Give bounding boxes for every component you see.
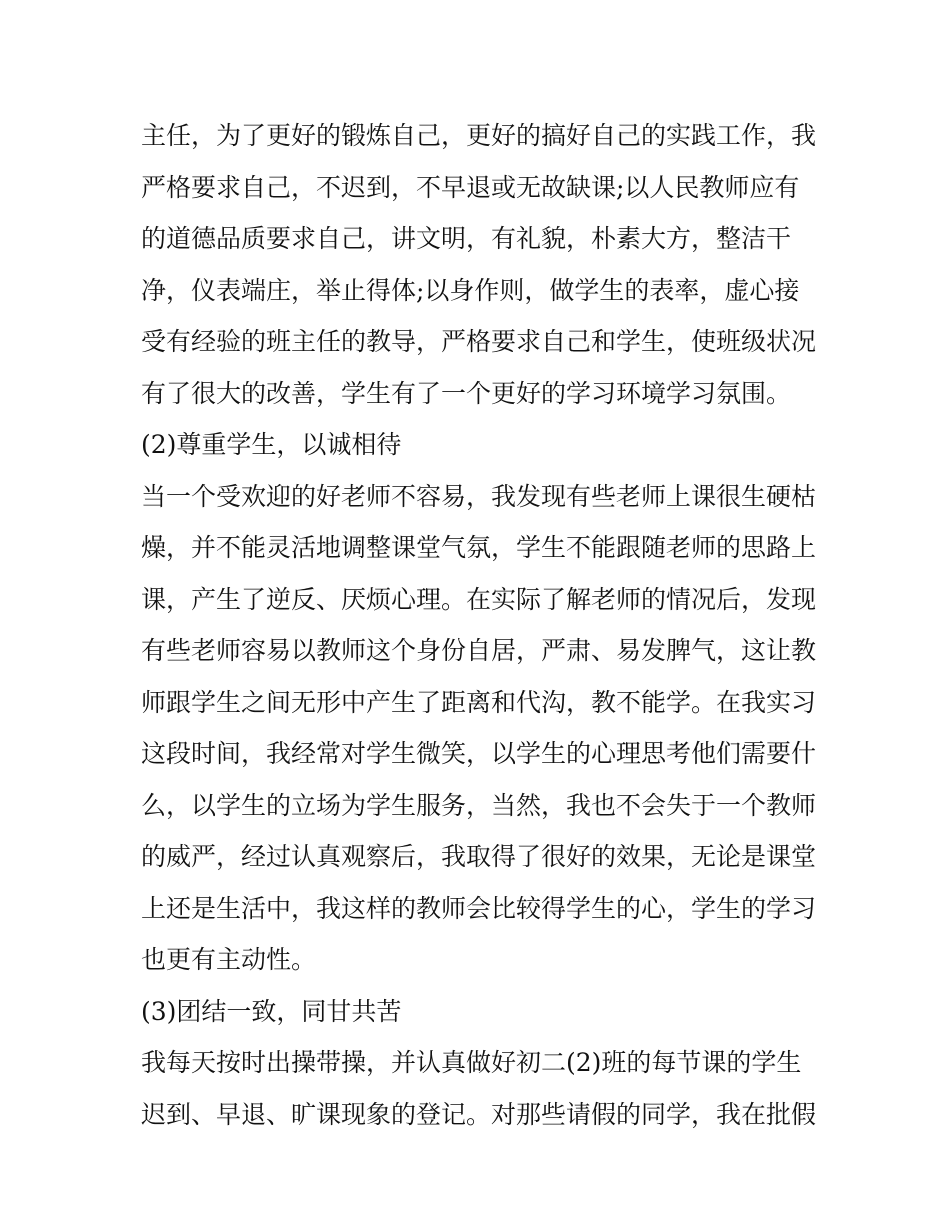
body-text xyxy=(141,110,821,1140)
text-line: 迟到、早退、旷课现象的登记。对那些请假的同学，我在批假 xyxy=(141,1099,817,1129)
text-line: 么，以学生的立场为学生服务，当然，我也不会失于一个教师 xyxy=(141,790,817,820)
text-line: 的威严，经过认真观察后，我取得了很好的效果，无论是课堂 xyxy=(141,842,817,871)
text-line: 的道德品质要求自己，讲文明，有礼貌，朴素大方，整洁干 xyxy=(141,224,792,253)
text-line: 净，仪表端庄，举止得体;以身作则，做学生的表率，虚心接 xyxy=(141,275,800,305)
text-line: 我每天按时出操带操，并认真做好初二(2)班的每节课的学生 xyxy=(141,1048,802,1077)
text-line: 有些老师容易以教师这个身份自居，严肃、易发脾气，这让教 xyxy=(141,636,817,665)
text-line: 严格要求自己，不迟到，不早退或无故缺课;以人民教师应有 xyxy=(141,172,800,202)
text-line: 当一个受欢迎的好老师不容易，我发现有些老师上课很生硬枯 xyxy=(141,481,817,511)
text-line: 课，产生了逆反、厌烦心理。在实际了解老师的情况后，发现 xyxy=(141,584,817,614)
text-line: 也更有主动性。 xyxy=(141,945,317,974)
text-line: 上还是生活中，我这样的教师会比较得学生的心，学生的学习 xyxy=(141,893,817,923)
section-heading: (2)尊重学生，以诚相待 xyxy=(141,430,402,459)
text-line: 师跟学生之间无形中产生了距离和代沟，教不能学。在我实习 xyxy=(141,687,817,717)
text-line: 燥，并不能灵活地调整课堂气氛，学生不能跟随老师的思路上 xyxy=(141,533,817,562)
text-line: 有了很大的改善，学生有了一个更好的学习环境学习氛围。 xyxy=(141,378,792,408)
text-line: 主任，为了更好的锻炼自己，更好的搞好自己的实践工作，我 xyxy=(141,121,817,150)
section-heading: (3)团结一致，同甘共苦 xyxy=(141,996,402,1026)
text-line: 这段时间，我经常对学生微笑，以学生的心理思考他们需要什 xyxy=(141,739,817,768)
text-line: 受有经验的班主任的教导，严格要求自己和学生，使班级状况 xyxy=(141,327,817,356)
